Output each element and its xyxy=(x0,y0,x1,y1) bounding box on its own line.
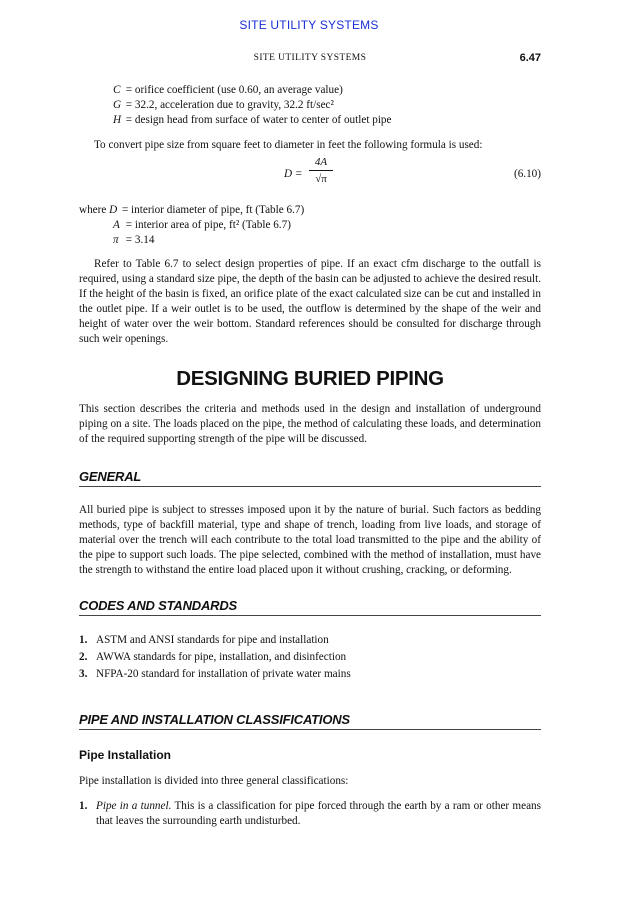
equation-label: (6.10) xyxy=(513,168,541,180)
def-row-g xyxy=(113,98,541,113)
def-text: = interior diameter of pipe, ft (Table 6.7) xyxy=(119,204,305,216)
def-row-d xyxy=(79,203,541,218)
paragraph-general: All buried pipe is subject to stresses imposed upon it by the nature of burial. Such factors as bedding methods, type of backfill material, type and shape of trench, loading from live loads, and storage of material over the trench will each contribute to the total load transmitted to the pipe and the ability of the pipe to support such loads. The pipe selected, combined with the method of installation, must have the strength to withstand the entire load placed upon it without crushing, cracking, or deforming. xyxy=(79,504,541,576)
def-var: G xyxy=(113,99,122,111)
running-title: SITE UTILITY SYSTEMS xyxy=(239,18,379,32)
equation-6-10 xyxy=(79,156,541,201)
list-lead: Pipe in a tunnel. xyxy=(96,800,172,812)
codes-list xyxy=(79,633,541,682)
equation-denominator: √π xyxy=(315,173,327,185)
list-number: 1. xyxy=(79,800,88,812)
variable-definitions-where xyxy=(79,203,541,248)
fraction-bar xyxy=(309,170,333,171)
def-text: = orifice coefficient (use 0.60, an average value) xyxy=(123,84,343,96)
heading-pipe-installation-classifications: PIPE AND INSTALLATION CLASSIFICATIONS xyxy=(79,712,541,730)
def-var: A xyxy=(113,219,120,231)
list-item xyxy=(79,799,541,829)
list-item xyxy=(79,650,541,665)
page-number: 6.47 xyxy=(519,52,541,64)
list-number: 3. xyxy=(79,668,88,680)
list-text: NFPA-20 standard for installation of private water mains xyxy=(96,668,351,680)
def-text: = interior area of pipe, ft² (Table 6.7) xyxy=(123,219,291,231)
def-var: π xyxy=(113,234,119,246)
list-item xyxy=(79,667,541,682)
section-title: DESIGNING BURIED PIPING xyxy=(176,367,444,390)
paragraph-installation-intro: Pipe installation is divided into three general classifications: xyxy=(79,775,349,787)
def-var: H xyxy=(113,114,122,126)
def-text: = 32.2, acceleration due to gravity, 32.2 ft/sec² xyxy=(123,99,334,111)
equation-lhs: D = xyxy=(284,168,303,180)
where-label: where xyxy=(79,204,107,216)
def-row-pi xyxy=(79,233,541,248)
def-row-a xyxy=(79,218,541,233)
installation-list xyxy=(79,799,541,829)
def-text: = 3.14 xyxy=(123,234,155,246)
list-text: AWWA standards for pipe, installation, and disinfection xyxy=(96,651,347,663)
equation-fraction xyxy=(309,155,333,186)
heading-codes-standards: CODES AND STANDARDS xyxy=(79,598,541,616)
def-row-c xyxy=(113,83,541,98)
def-var: D xyxy=(109,204,118,216)
list-number: 2. xyxy=(79,651,88,663)
def-var: C xyxy=(113,84,121,96)
paragraph-convert: To convert pipe size from square feet to diameter in feet the following formula is used: xyxy=(94,139,483,151)
list-text: ASTM and ANSI standards for pipe and installation xyxy=(96,634,329,646)
def-text: = design head from surface of water to center of outlet pipe xyxy=(123,114,392,126)
list-number: 1. xyxy=(79,634,88,646)
paragraph-section-intro: This section describes the criteria and methods used in the design and installation of underground piping on a site. The loads placed on the pipe, the method of calculating these loads, and determination of the required supporting strength of the pipe will be discussed. xyxy=(79,403,541,445)
equation-numerator: 4A xyxy=(314,156,328,168)
def-row-h xyxy=(113,113,541,128)
header-title: SITE UTILITY SYSTEMS xyxy=(253,53,367,63)
variable-definitions-top xyxy=(79,83,541,128)
page-body xyxy=(79,83,541,829)
list-text: This is a classification for pipe forced through the earth by a ram or other means that leaves the surrounding earth undisturbed. xyxy=(96,800,541,827)
page-header xyxy=(79,53,541,69)
paragraph-refer: Refer to Table 6.7 to select design properties of pipe. If an exact cfm discharge to the outfall is required, using a standard size pipe, the depth of the basin can be adjusted to achieve the desired result. If the height of the basin is fixed, an orifice plate of the exact calculated size can be cut and installed in the outlet pipe. If a weir outlet is to be used, the outflow is determined by the shape of the weir and height of water over the weir bottom. Standard references should be consulted for discharge through such weir openings. xyxy=(79,258,541,345)
heading-pipe-installation: Pipe Installation xyxy=(79,748,172,762)
heading-general: GENERAL xyxy=(79,469,541,487)
list-item xyxy=(79,633,541,648)
